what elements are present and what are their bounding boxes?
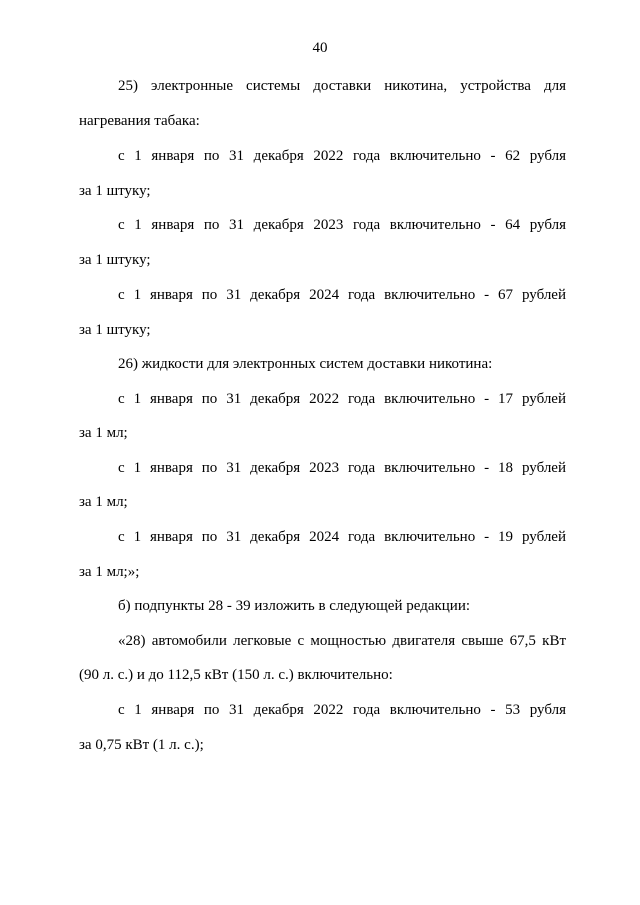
text-line: за 1 штуку;	[79, 322, 151, 338]
text-line: за 1 мл;»;	[79, 564, 140, 580]
text-line: 26) жидкости для электронных систем доставки никотина:	[118, 356, 493, 372]
text-line: «28) автомобили легковые с мощностью двигателя свыше 67,5 кВт	[118, 633, 566, 649]
text-line: 25) электронные системы доставки никотина, устройства для	[118, 78, 566, 94]
text-line: с 1 января по 31 декабря 2022 года включительно - 17 рублей	[118, 391, 566, 407]
text-line: за 1 штуку;	[79, 252, 151, 268]
text-line: с 1 января по 31 декабря 2022 года включительно - 62 рубля	[118, 148, 566, 164]
text-line: (90 л. с.) и до 112,5 кВт (150 л. с.) включительно:	[79, 667, 393, 683]
text-line: с 1 января по 31 декабря 2024 года включительно - 19 рублей	[118, 529, 566, 545]
text-line: с 1 января по 31 декабря 2022 года включительно - 53 рубля	[118, 702, 566, 718]
text-line: за 1 мл;	[79, 425, 128, 441]
text-line: нагревания табака:	[79, 113, 200, 129]
text-line: с 1 января по 31 декабря 2024 года включительно - 67 рублей	[118, 287, 566, 303]
text-line: с 1 января по 31 декабря 2023 года включительно - 18 рублей	[118, 460, 566, 476]
text-line: за 1 мл;	[79, 494, 128, 510]
page-number: 40	[312, 40, 328, 56]
text-line: с 1 января по 31 декабря 2023 года включительно - 64 рубля	[118, 217, 566, 233]
text-line: б) подпункты 28 - 39 изложить в следующей редакции:	[118, 598, 471, 614]
text-line: за 1 штуку;	[79, 183, 151, 199]
text-line: за 0,75 кВт (1 л. с.);	[79, 737, 204, 753]
